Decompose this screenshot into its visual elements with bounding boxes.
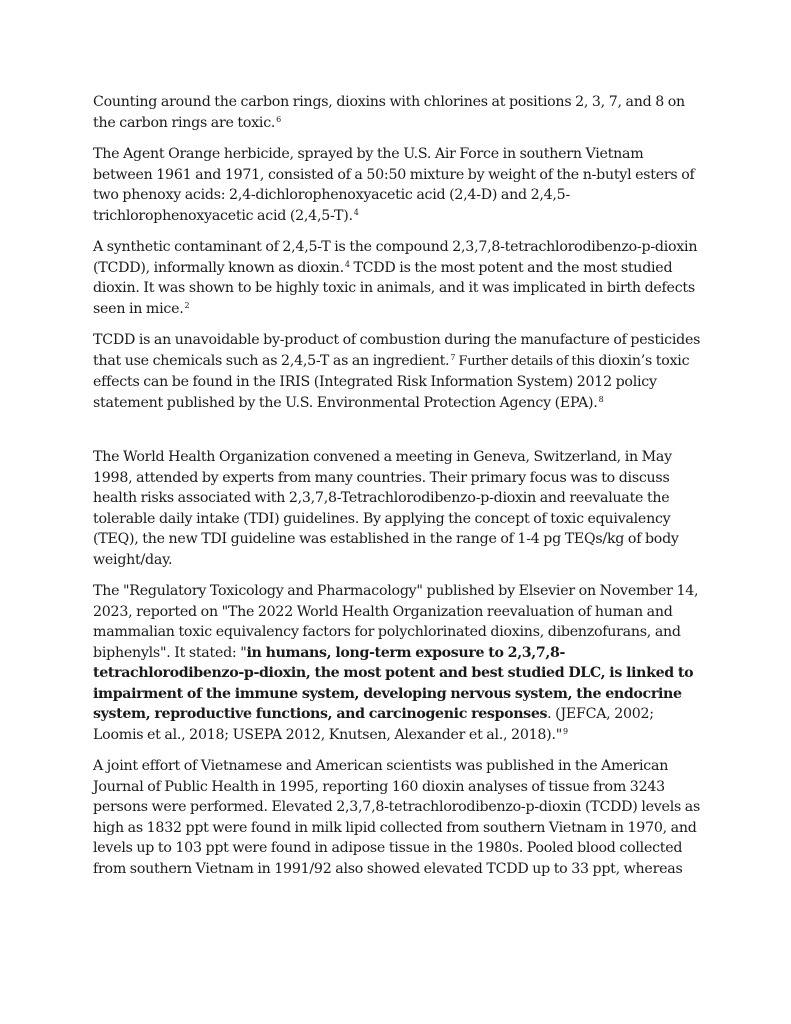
- footnote-ref[interactable]: 2: [184, 300, 190, 310]
- paragraph-who-meeting: [93, 447, 705, 570]
- paragraph-agent-orange: [93, 144, 705, 226]
- paragraph-text: The World Health Organization convened a meeting in Geneva, Switzerland, in May 1998, attended by experts from many countries. Their primary focus was to discuss health risks associated with 2,3,7,8-Tetrachlorodibenzo-p-dioxin and reevaluate the tolerable daily intake (TDI) guidelines. By applying the concept of toxic equivalency (TEQ), the new TDI guideline was established in the range of 1-4 pg TEQs/kg of body weight/day.: [93, 449, 679, 568]
- paragraph-joint-study: [93, 756, 705, 879]
- paragraph-text: . (JEFCA, 2002; Loomis et al., 2018; USEPA 2012, Knutsen, Alexander et al., 2018).": [93, 706, 654, 743]
- paragraph-who-reevaluation: [93, 581, 705, 745]
- footnote-ref[interactable]: 8: [598, 394, 604, 404]
- footnote-ref[interactable]: 9: [563, 726, 568, 736]
- paragraph-text: A synthetic contaminant of 2,4,5-T is the compound 2,3,7,8-tetrachlorodibenzo-p-dioxin (TCDD), informally known as dioxin.: [93, 239, 698, 276]
- footnote-ref[interactable]: 4: [344, 259, 350, 269]
- paragraph-text: The Agent Orange herbicide, sprayed by the U.S. Air Force in southern Vietnam between 1961 and 1971, consisted of a 50:50 mixture by weight of the n-butyl esters of two phenoxy acids: 2,4-dichlorophenoxyacetic acid (2,4-D) and 2,4,5-trichlorophenoxyacetic acid (2,4,5-T).: [93, 146, 695, 224]
- paragraph-text: Further details of this: [455, 353, 595, 369]
- paragraph-text: Counting around the carbon rings, dioxins with chlorines at positions 2, 3, 7, and 8 on the carbon rings are toxic.: [93, 94, 685, 131]
- footnote-ref[interactable]: 6: [276, 114, 282, 124]
- bold-quotation: in humans, long-term exposure to 2,3,7,8-tetrachlorodibenzo-p-dioxin, the most potent and best studied DLC, is linked to impairment of the immune system, developing nervous system, the endocrine system, reproductive functions, and carcinogenic responses: [93, 644, 694, 722]
- paragraph-text: A joint effort of Vietnamese and American scientists was published in the American Journal of Public Health in 1995, reporting 160 dioxin analyses of tissue from 3243 persons were performed. Elevated 2,3,7,8-tetrachlorodibenzo-p-dioxin (TCDD) levels as high as 1832 ppt were found in milk lipid collected from southern Vietnam in 1970, and levels up to 103 ppt were found in adipose tissue in the 1980s. Pooled blood collected from southern Vietnam in 1991/92 also showed elevated TCDD up to 33 ppt, whereas: [93, 758, 701, 877]
- paragraph-toxic-positions: [93, 92, 705, 133]
- paragraph-text: The "Regulatory Toxicology and Pharmacology" published by Elsevier on November 14, 2023, reported on "The 2022 World Health Organization reevaluation of human and mammalian toxic equivalency factors for polychlorinated dioxins, dibenzofurans, and biphenyls". It stated: ": [93, 583, 699, 661]
- paragraph-tcdd-contaminant: [93, 237, 705, 319]
- footnote-ref[interactable]: 4: [353, 207, 359, 217]
- paragraph-text: dioxin’s toxic effects can be found in the IRIS (Integrated Risk Information System) 2012 policy statement published by the U.S. Environmental Protection Agency (EPA).: [93, 352, 690, 411]
- footnote-ref[interactable]: 7: [450, 352, 456, 362]
- paragraph-text: TCDD is an unavoidable by-product of combustion during the manufacture of pesticides that use chemicals such as 2,4,5-T as an ingredient.: [93, 332, 701, 369]
- paragraph-combustion-byproduct: [93, 330, 705, 413]
- paragraph-text: TCDD is the most potent and the most studied dioxin. It was shown to be highly toxic in animals, and it was implicated in birth defects seen in mice.: [93, 259, 695, 317]
- document-page: [93, 92, 705, 890]
